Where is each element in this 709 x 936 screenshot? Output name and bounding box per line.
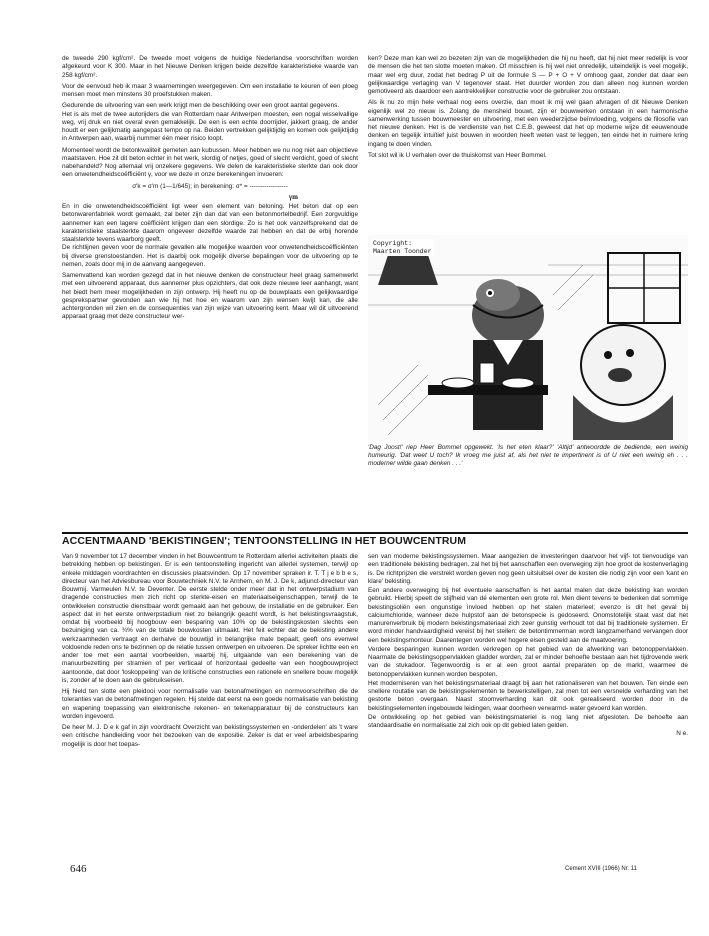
divider xyxy=(62,532,688,534)
paragraph: sen van moderne bekistingssystemen. Maar aangezien de investeringen daarvoor het vijf- tot tienvoudige van een traditionele bekisting bedragen, zal het bij het aanschaffen een overweging zijn hoe groot de kostenverlaging is. De richtprijzen die verstrekt worden geven nog geen uitsluitsel over de kosten die nodig zijn voor een 'kant en klare' bekisting. xyxy=(368,553,688,585)
paragraph: Van 9 november tot 17 december vinden in het Bouwcentrum te Rotterdam allerlei activiteiten plaats die betrekking hebben op bekistingen. Er is een tentoonstelling ingericht van allerlei systemen, terwijl op enkele middagen voordrachten en discussies plaatsvinden. Op 17 november spraken ir. T. T j e b b e s, directeur van het Adviesbureau voor Bouwtechniek N.V. te Arnhem, en M. J. De k, adjunct-directeur van Bouwmij. Varmeulen N.V. te Deventer. De eerste stelde onder meer dat in het ontwerpstadium van dragende constructies men zich richt op sterkte-eisen en materiaalseigenschappen, terwijl de te ontwikkelen constructie dienstbaar wordt gemaakt aan het gebouw, de installatie en de gebruiker. Een aspect dat in het eerste ontwerpstadium niet zo belangrijk geacht wordt, is het bekistingsvraagstuk, omdat bij voorbeeld bij hoogbouw een besparing van 10% op de bekistingskosten slechts een bezuiniging van ca. ¾% van de totale bouwkosten uitmaakt. Het feit echter dat de bekisting andere werkzaamheden vertraagt en derhalve de bouwtijd in belangrijke mate bepaalt, geeft ons evenwel voldoende reden ons te bezinnen op de relatie tussen ontwerpen en uitvoeren. De spreker lichtte een en ander toe met een aantal voorbeelden, waarbij hij, uitgaande van een berekening van de manuurbezetting per stramien of per verticaal of horizontaal gedeelte van een hoogbouwproject aantoonde, dat door 'loskoppeling' van de kritische constructies een rationele en snellere bouw mogelijk is, zonder af te doen aan de gebruikseisen. xyxy=(62,553,358,684)
paragraph: Samenvattend kan worden gezegd dat in het nieuwe denken de constructeur heel graag samenwerkt met een uitvoerend apparaat, dus aannemer plus opzichters, dat ook deze nieuwe leer aanhangt, want het biedt hem meer mogelijkheden in zijn ontwerp. Hij heeft nu op de bouwplaats een gelijkwaardige gesprekspartner gevonden aan wie hij het hoe en waarom van zijn wensen kwijt kan, die alle achtergronden wil zien en de consequenties van zijn wijze van uitvoering kent. Maar wil dit uitvoerend apparaat graag met deze constructeur wer- xyxy=(62,272,358,321)
article-left-column xyxy=(62,55,358,325)
news-right-column xyxy=(368,553,688,739)
paragraph: En in die onwetendheidscoëfficiënt ligt weer een element van beloning. Het beton dat op een betonwarenfabriek wordt gemaakt, zal beter zijn dan dat van een betonmortelbedrijf. Een zorgvuldige aannemer kan een lagere coëfficiënt krijgen dan een slordige. Zo is het ook vanzelfsprekend dat de karakteristieke staalsterkte daarom ongeveer dezelfde waarde zal hebben en dat de erbij horende staalsterkte tevens waarborg geeft. xyxy=(62,203,358,243)
comic-illustration xyxy=(368,235,688,440)
article-right-column xyxy=(368,55,688,163)
news-left-column xyxy=(62,553,358,752)
paragraph: Momenteel wordt de betonkwaliteit gemeten aan kubussen. Meer hebben we nu nog niet aan objectieve maatstaven. Hoe zit dit beton echter in het werk, slordig of netjes, goed of slecht verdicht, goed of slecht nabehandeld? Nog allemaal vrij onzekere gegevens. We delen de karakteristieke sterkte dan ook door een onwetendheidscoëfficiënt γ, voor we deze in onze berekeningen invoeren: xyxy=(62,146,358,179)
paragraph: ken? Deze man kan wel zo bezeten zijn van de mogelijkheden die hij nu heeft, dat hij niet meer redelijk is voor de mensen die het ten slotte moeten maken. Of misschien is hij wel niet onredelijk, uiteindelijk is veel mogelijk, maar wel erg duur, zodat het bedrag P uit de formule S — P + O + V omhoog gaat, zonder dat daar een gelijkwaardige verlaging van V tegenover staat. Het duurder worden zou dan alleen nog kunnen worden gemotiveerd als daardoor een aantrekkelijker constructie voor de gebruiker zou ontstaan. xyxy=(368,55,688,95)
paragraph: De ontwikkeling op het gebied van bekistingsmateriel is nog lang niet afgesloten. De behoefte aan standaardisatie en normalisatie zal zich ook op dit gebied laten gelden. xyxy=(368,713,688,729)
comic-drawing xyxy=(368,235,688,440)
copyright-notice: Copyright: Maarten Toonder xyxy=(373,240,432,255)
paragraph: Het is als met de twee autorijders die van Rotterdam naar Antwerpen moesten, een nogal wisselvallige weg, vrij druk en niet overal even gemakkelijk. De een is een echte doorrijder, jakkert graag, de ander houdt er een gelijkmatig aangepast tempo op na. Beiden vertrekken gelijktijdig en komen ook gelijktijdig in Antwerpen aan, waarbij nummer één meer risico loopt. xyxy=(62,110,358,143)
paragraph: Als ik nu zo mijn hele verhaal nog eens overzie, dan moet ik mij wel gaan afvragen of dit Nieuwe Denken eigenlijk wel zo nieuw is. Zolang de mensheid bouwt, zijn er bouwwerken ontstaan in een harmonische samenwerking tussen bouwmeester en uitvoering, met een weederzijdse beïnvloeding, volgens de filosofie van het nieuwe denken. Het is de verdienste van het C.E.B, geweest dat het op moderne wijze dit eeuwenoude denken en tegelijk intuïtief juist bouwen in woorden heeft weten vast te leggen, ten einde het in ruimere kring ingang te doen vinden. xyxy=(368,99,688,148)
paragraph: Voor de eenvoud heb ik maar 3 waarnemingen weergegeven. Om een installatie te keuren of een ploeg mensen moet men minstens 30 proefstukken maken. xyxy=(62,82,358,98)
paragraph: Tot slot wil ik U verhalen over de thuiskomst van Heer Bommel. xyxy=(368,151,547,159)
paragraph: Het moderniseren van het bekistingsmateriaal draagt bij aan het rationaliseren van het bouwen. Ten einde een snellere routatie van de bekistingselementen te bewerkstelligen, zal men tot een versnelde verharding van het gestorte beton overgaan. Naast stoomverharding kan dit ook gerealiseerd worden door in de bekistingselementen ingebouwde leidingen, waar doorheen verwarmd- water gevoerd kan worden. xyxy=(368,679,688,712)
paragraph: Verdere besparingen kunnen worden verkregen op het gebied van de afwerking van betonoppervlakken. Naarmate de bekistingsoppervlakken gladder worden, zal er minder behoefte bestaan aan het tijdrovende werk van de stukadoor. Tegenwoordig is er al een groot aantal preparaten op de markt, waarmee de betonoppervlakken kunnen worden bespoten. xyxy=(368,645,688,678)
journal-reference: Cement XVIII (1966) Nr. 11 xyxy=(565,866,637,872)
formula: σ'k = σ'm (1—1/645); in berekening: σ* = ------------------ xyxy=(132,182,288,190)
paragraph: Hij hield ten slotte een pleidooi voor normalisatie van betonafmetingen en normvoorschriften die de toleranties van de betonafmetingen regelen. Hij stelde dat eerst na een goede normalisatie van bekisting en wapening toepassing van elektronische rekenen- en tekenapparatuur bij de constructeurs kan worden ingevoerd. xyxy=(62,688,358,720)
paragraph: de tweede 290 kgf/cm². De tweede moet volgens de huidige Nederlandse voorschriften worden afgekeurd voor K 300. Maar in het Nieuwe Denken krijgen beide dezelfde karakteristieke waarde van 258 kgf/cm². xyxy=(62,55,358,79)
paragraph: De richtlijnen geven voor de normale gevallen alle mogelijke waarden voor onwetendheidscoëfficiënten bij diverse grenstoestanden. Het is daarbij ook mogelijk diverse bepalingen voor de uitvoering op te nemen, zoals door mij in de aanvang aangegeven. xyxy=(62,244,358,268)
comic-caption: 'Dag Joost!' riep Heer Bommel opgewekt. 'Is het eten klaar?' 'Altijd' antwoordde de bediende, een weinig humeurig. 'Dat weet U toch? Ik vroeg me juist af, als het niet te impertinent is of U niet een weinig eh . . . moderner wilde gaan denken . . .' xyxy=(368,444,688,468)
paragraph: Gedurende de uitvoering van een werk krijgt men de beschikking over een groot aantal gegevens. xyxy=(62,102,340,110)
formula-denominator: γm xyxy=(288,192,298,201)
paragraph: Een andere overweging bij het eventuele aanschaffen is het aantal malen dat deze bekisting kan worden gebruikt. Hierbij speelt de stijfheid van dé elementen een grote rol. Men dient tevens te bedenken dat sommige bekistingsoliën een ongunstige invloed hebben op het stalen materieel; evenzo is dit het geval bij calciumchloride, wanneer deze hulpstof aan de betonspecie is gedoseerd. Onomstotelijk staat vast dat het manurenverbruik bij modern bekistingsmateriaal zich zeer gunstig verhoudt tot dat bij traditionele systemen. Er word minder handvaardigheid vereist bij het stellen: de betontimmerman wordt langzamerhand vervangen door een bekistingsmonteur. Daarentegen worden wel hogere eisen gesteld aan de maatvoering. xyxy=(368,587,688,644)
paragraph: De heer M. J. D e k gaf in zijn voordracht Overzicht van bekistingssystemen en -onderdelen' als 't ware een critische handleiding voor het bezoeken van de expositie. Zeker is dat er veel arbeidsbesparing mogelijk is door het toepas- xyxy=(62,724,358,748)
author-signature: N e. xyxy=(676,730,688,738)
article-headline: ACCENTMAAND 'BEKISTINGEN'; TENTOONSTELLING IN HET BOUWCENTRUM xyxy=(62,535,467,547)
page-number: 646 xyxy=(70,863,87,875)
